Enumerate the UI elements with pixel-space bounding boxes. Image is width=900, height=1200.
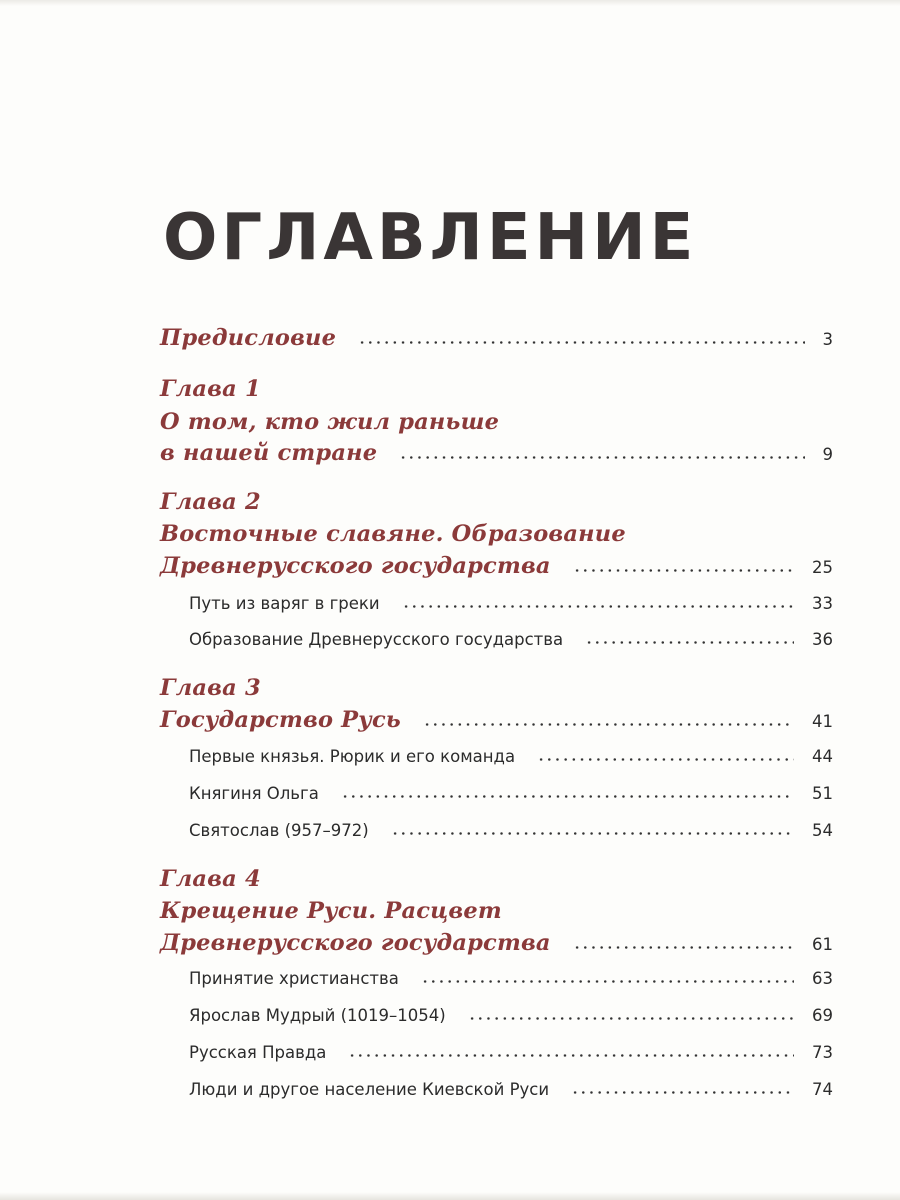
chapter-title: Древнерусского государства bbox=[160, 553, 551, 579]
chapter-title: О том, кто жил раньше bbox=[160, 409, 500, 435]
subentry-label: Русская Правда bbox=[189, 1043, 327, 1062]
subentry-label: Образование Древнерусского государства bbox=[189, 630, 564, 649]
page-title: ОГЛАВЛЕНИЕ bbox=[163, 201, 698, 275]
subentry-label: Путь из варяг в греки bbox=[189, 594, 380, 613]
subentry-label: Святослав (957–972) bbox=[189, 821, 369, 840]
dot-leader bbox=[348, 1054, 794, 1057]
chapter-number: Глава 3 bbox=[160, 675, 261, 701]
dot-leader bbox=[468, 1017, 794, 1020]
toc-entry-label: Предисловие bbox=[160, 325, 337, 351]
dot-leader bbox=[341, 795, 794, 798]
page-number: 44 bbox=[812, 747, 833, 766]
subentry-label: Люди и другое население Киевской Руси bbox=[189, 1080, 550, 1099]
chapter-1-title-line-1 bbox=[160, 409, 833, 435]
chapter-title: в нашей стране bbox=[160, 440, 378, 466]
dot-leader bbox=[399, 456, 804, 459]
toc-subentry[interactable] bbox=[189, 969, 833, 988]
toc-subentry[interactable] bbox=[189, 1006, 833, 1025]
toc-entry-chapter-4[interactable] bbox=[160, 930, 833, 956]
toc-subentry[interactable] bbox=[189, 784, 833, 803]
dot-leader bbox=[423, 723, 794, 726]
toc-subentry[interactable] bbox=[189, 630, 833, 649]
page-number: 74 bbox=[812, 1080, 833, 1099]
toc-entry-chapter-2[interactable] bbox=[160, 553, 833, 579]
dot-leader bbox=[391, 832, 794, 835]
toc-entry-chapter-3[interactable] bbox=[160, 707, 833, 733]
dot-leader bbox=[402, 605, 794, 608]
dot-leader bbox=[421, 980, 794, 983]
chapter-number: Глава 4 bbox=[160, 866, 261, 892]
chapter-title: Древнерусского государства bbox=[160, 930, 551, 956]
chapter-1-heading bbox=[160, 376, 833, 402]
subentry-label: Принятие христианства bbox=[189, 969, 399, 988]
page-number: 25 bbox=[812, 558, 833, 577]
page-bottom-edge bbox=[0, 1192, 900, 1200]
chapter-2-title-line-1 bbox=[160, 521, 833, 547]
toc-entry-preface[interactable] bbox=[160, 325, 833, 351]
page-number: 69 bbox=[812, 1006, 833, 1025]
page-number: 36 bbox=[812, 630, 833, 649]
page-number: 3 bbox=[822, 330, 833, 349]
dot-leader bbox=[571, 1091, 794, 1094]
chapter-title: Государство Русь bbox=[160, 707, 401, 733]
chapter-number: Глава 2 bbox=[160, 489, 261, 515]
toc-subentry[interactable] bbox=[189, 1043, 833, 1062]
page-number: 41 bbox=[812, 712, 833, 731]
chapter-title: Крещение Руси. Расцвет bbox=[160, 898, 502, 924]
dot-leader bbox=[573, 946, 794, 949]
page-number: 73 bbox=[812, 1043, 833, 1062]
toc-subentry[interactable] bbox=[189, 1080, 833, 1099]
dot-leader bbox=[573, 569, 794, 572]
dot-leader bbox=[585, 641, 794, 644]
page-number: 61 bbox=[812, 935, 833, 954]
dot-leader bbox=[537, 758, 794, 761]
chapter-3-heading bbox=[160, 675, 833, 701]
page-number: 54 bbox=[812, 821, 833, 840]
chapter-2-heading bbox=[160, 489, 833, 515]
toc-subentry[interactable] bbox=[189, 821, 833, 840]
chapter-title: Восточные славяне. Образование bbox=[160, 521, 626, 547]
chapter-number: Глава 1 bbox=[160, 376, 261, 402]
page-number: 51 bbox=[812, 784, 833, 803]
subentry-label: Княгиня Ольга bbox=[189, 784, 319, 803]
toc-subentry[interactable] bbox=[189, 747, 833, 766]
toc-subentry[interactable] bbox=[189, 594, 833, 613]
dot-leader bbox=[358, 341, 804, 344]
page-number: 9 bbox=[822, 445, 833, 464]
chapter-4-title-line-1 bbox=[160, 898, 833, 924]
chapter-4-heading bbox=[160, 866, 833, 892]
page-number: 63 bbox=[812, 969, 833, 988]
page-number: 33 bbox=[812, 594, 833, 613]
subentry-label: Первые князья. Рюрик и его команда bbox=[189, 747, 516, 766]
toc-entry-chapter-1[interactable] bbox=[160, 440, 833, 466]
subentry-label: Ярослав Мудрый (1019–1054) bbox=[189, 1006, 446, 1025]
